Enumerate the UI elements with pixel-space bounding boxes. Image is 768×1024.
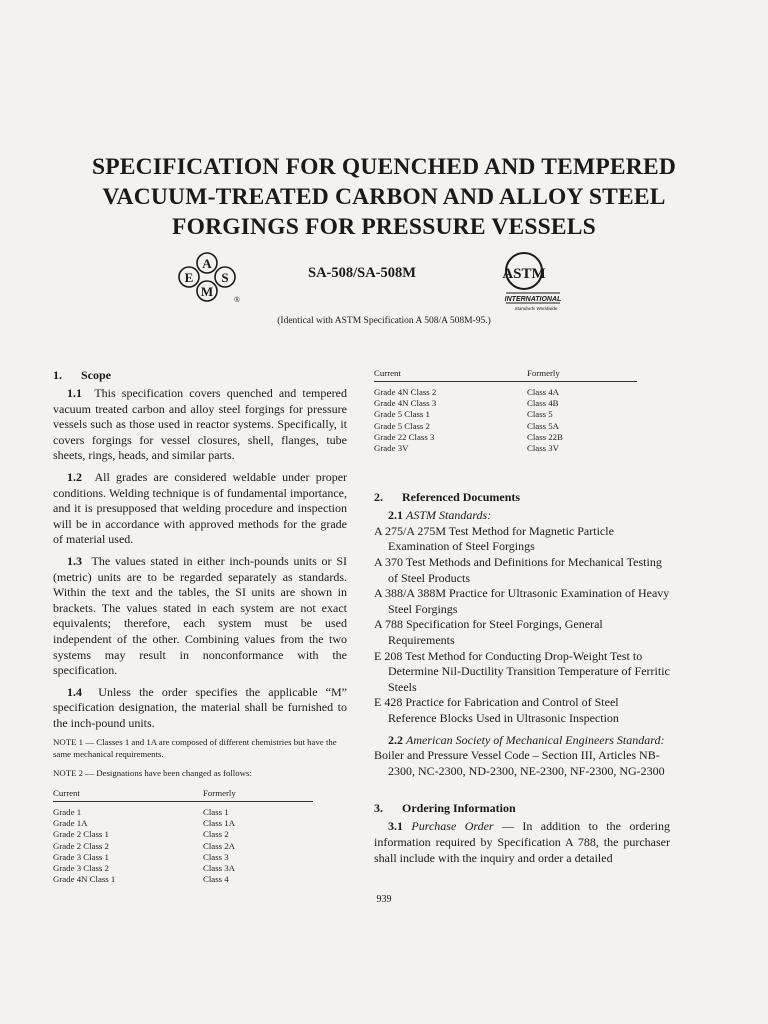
identical-note: (Identical with ASTM Specification A 508/A 508M-95.) xyxy=(277,316,491,326)
title-line-1: SPECIFICATION FOR QUENCHED AND TEMPERED xyxy=(91,154,677,180)
section-scope-heading: 1. Scope xyxy=(53,368,111,382)
asme-logo-letter-e: E xyxy=(184,270,194,285)
left-column xyxy=(53,368,347,885)
para-1-3: 1.3 The values stated in either inch-pounds units or SI (metric) units are to be regarded separately as standards. Within the text and the tables, the SI units are shown in brackets. The values stated in each system are not exact equivalents; therefore, each system must be used independent of the other. Combining values from the two systems may result in nonconformance with the specification. xyxy=(53,553,347,678)
table-cell: Class 2 xyxy=(203,829,229,840)
note-2: NOTE 2 — Designations have been changed as follows: xyxy=(53,768,252,779)
astm-logo-subcaption: Standards Worldwide xyxy=(514,306,558,311)
table-cell: Grade 22 Class 3 xyxy=(374,431,435,442)
title-line-3: FORGINGS FOR PRESSURE VESSELS xyxy=(172,214,596,240)
reference-item: A 370 Test Methods and Definitions for Mechanical Testing of Steel Products xyxy=(374,555,662,585)
table-cell: Class 4 xyxy=(203,874,229,885)
astm-logo-icon xyxy=(500,250,562,314)
designation: SA-508/SA-508M xyxy=(308,265,416,281)
reference-item: A 388/A 388M Practice for Ultrasonic Examination of Heavy Steel Forgings xyxy=(374,586,670,616)
table-cell: Class 3V xyxy=(527,443,560,454)
asme-logo-icon xyxy=(177,252,241,304)
table-cell: Class 3 xyxy=(203,851,229,862)
para-3-1: 3.1 Purchase Order — In addition to the ordering information required by Specification A 788, the purchaser shall include with the inquiry and order a detailed xyxy=(374,819,670,865)
asme-standard-heading: 2.2 American Society of Mechanical Engineers Standard: xyxy=(388,732,665,747)
table-cell: Class 22B xyxy=(527,431,563,442)
col-formerly-header: Formerly xyxy=(527,368,637,382)
reference-item: E 208 Test Method for Conducting Drop-Weight Test to Determine Nil-Ductility Transition Temperature of Ferritic Steels xyxy=(374,648,670,694)
table-cell: Class 5 xyxy=(527,409,553,420)
table-cell: Grade 2 Class 2 xyxy=(53,840,109,851)
para-1-1: 1.1 This specification covers quenched and tempered vacuum treated carbon and alloy steel forgings for pressure vessels such as those used in reactor systems. Specifically, it covers forgings for vessel closures, shell, flanges, tube sheets, rings, heads, and similar parts. xyxy=(53,386,347,463)
reference-item: A 275/A 275M Test Method for Magnetic Particle Examination of Steel Forgings xyxy=(374,523,614,554)
astm-logo-caption: INTERNATIONAL xyxy=(504,296,562,303)
section-ordering-heading: 3. Ordering Information xyxy=(374,801,516,816)
table-cell: Class 2A xyxy=(203,840,236,851)
col-current-header: Current xyxy=(53,788,203,802)
page-number: 939 xyxy=(376,894,392,905)
asme-logo-letter-m: M xyxy=(200,284,214,299)
registered-mark: ® xyxy=(234,297,240,304)
table-cell: Class 4B xyxy=(527,398,559,409)
table-cell: Grade 4N Class 2 xyxy=(374,387,437,397)
table-cell: Grade 5 Class 1 xyxy=(374,409,430,420)
table-cell: Grade 5 Class 2 xyxy=(374,420,430,431)
table-cell: Grade 4N Class 1 xyxy=(53,874,116,885)
col-current-header: Current xyxy=(374,368,527,382)
table-cell: Class 1 xyxy=(203,806,229,817)
reference-item: Boiler and Pressure Vessel Code – Section III, Articles NB-2300, NC-2300, ND-2300, NE-2300, NF-2300, NG-2300 xyxy=(374,748,665,778)
table-cell: Grade 3 Class 2 xyxy=(53,862,109,873)
col-formerly-header: Formerly xyxy=(203,788,313,802)
asme-logo-letter-a: A xyxy=(202,256,212,271)
table-cell: Grade 3V xyxy=(374,443,409,454)
note-1: NOTE 1 — Classes 1 and 1A are composed of different chemistries but have the same mechanical requirements. xyxy=(53,737,337,759)
asme-logo-letter-s: S xyxy=(221,270,229,285)
para-1-2: 1.2 All grades are considered weldable under proper conditions. Welding technique is of fundamental importance, and it is presupposed that welding procedure and inspection will be in accordance with approved methods for the grade of material used. xyxy=(53,469,348,547)
reference-item: E 428 Practice for Fabrication and Control of Steel Reference Blocks Used in Ultrasonic Inspection xyxy=(374,695,619,725)
table-cell: Class 4A xyxy=(527,387,560,397)
designation-table-left xyxy=(53,788,313,885)
title-line-2: VACUUM-TREATED CARBON AND ALLOY STEEL xyxy=(102,184,666,210)
table-cell: Class 1A xyxy=(203,818,236,829)
table-cell: Grade 1 xyxy=(53,806,82,817)
astm-logo-letters: ASTM xyxy=(502,266,546,282)
designation-table-right xyxy=(374,368,637,454)
table-cell: Class 3A xyxy=(203,862,236,873)
table-cell: Grade 2 Class 1 xyxy=(53,829,109,840)
right-column xyxy=(374,368,670,872)
astm-standards-heading: 2.1 ASTM Standards: xyxy=(388,508,492,523)
table-cell: Grade 4N Class 3 xyxy=(374,398,437,409)
page-title xyxy=(60,152,708,242)
table-cell: Class 5A xyxy=(527,420,560,431)
table-cell: Grade 3 Class 1 xyxy=(53,851,109,862)
table-cell: Grade 1A xyxy=(53,818,88,829)
section-referenced-heading: 2. Referenced Documents xyxy=(374,490,521,505)
para-1-4: 1.4 Unless the order specifies the applicable “M” specification designation, the material shall be furnished to the inch-pound units. xyxy=(53,684,348,730)
reference-item: A 788 Specification for Steel Forgings, General Requirements xyxy=(374,617,603,647)
